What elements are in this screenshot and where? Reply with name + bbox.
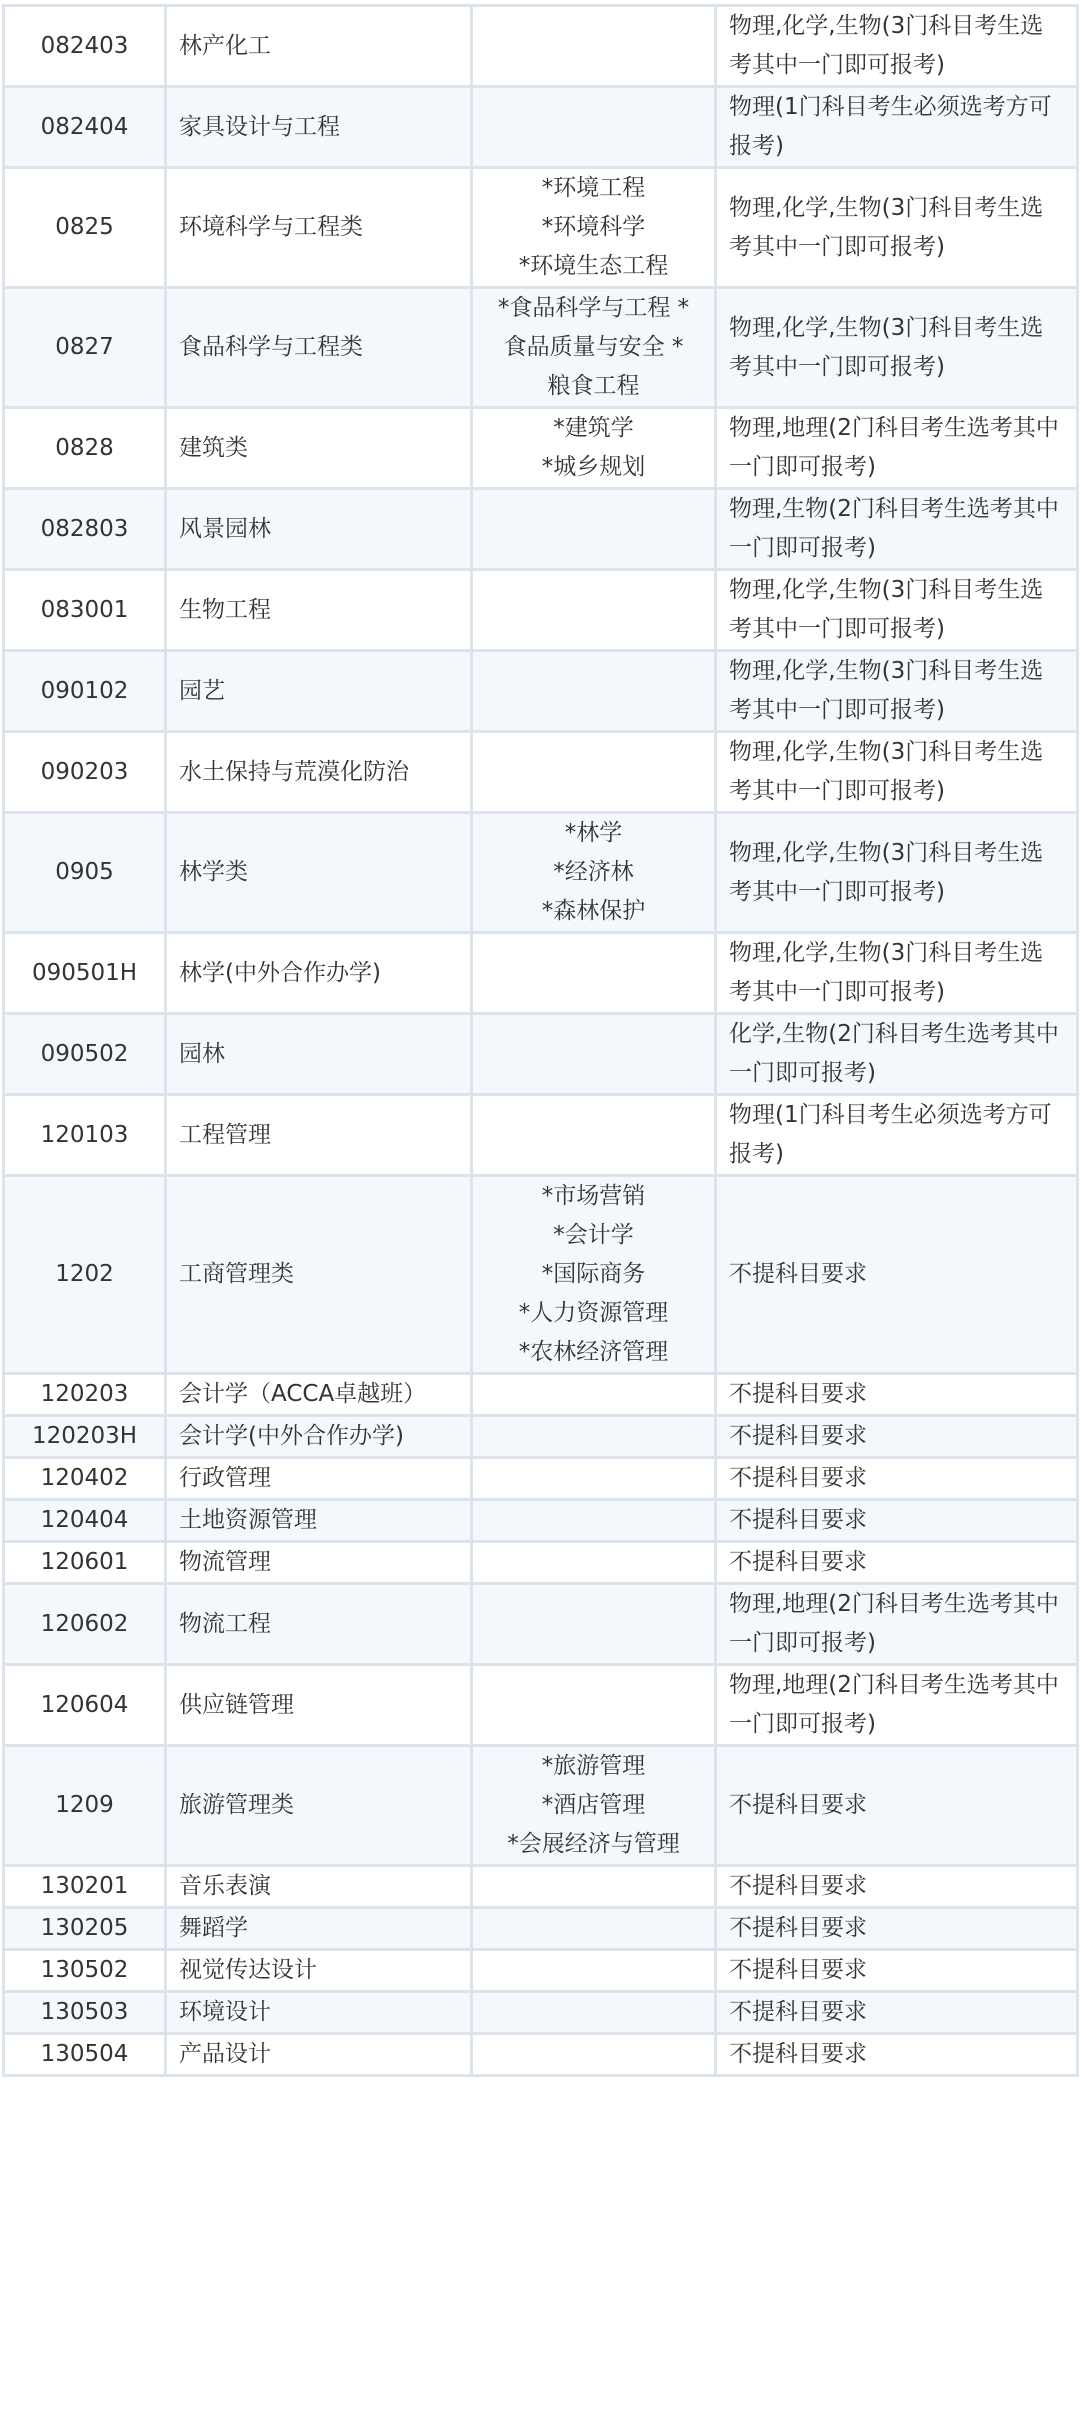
subject-requirement-cell: 物理(1门科目考生必须选考方可报考): [716, 1095, 1078, 1176]
major-name-cell: 物流管理: [166, 1542, 472, 1584]
major-code-cell: 120402: [4, 1458, 166, 1500]
major-directions-cell: [472, 489, 716, 570]
table-row: [4, 1416, 1078, 1458]
major-name-cell: 园林: [166, 1014, 472, 1095]
major-name-cell: 物流工程: [166, 1584, 472, 1665]
major-code-cell: 130201: [4, 1866, 166, 1908]
table-row: [4, 570, 1078, 651]
major-code-cell: 090203: [4, 732, 166, 813]
major-directions-cell: [472, 813, 716, 933]
table-row: [4, 288, 1078, 408]
direction-item: 食品质量与安全 *: [503, 334, 684, 360]
major-name-cell: 风景园林: [166, 489, 472, 570]
major-code-cell: 120203H: [4, 1416, 166, 1458]
major-directions-cell: [472, 1950, 716, 1992]
major-directions-cell: [472, 570, 716, 651]
table-row: [4, 1908, 1078, 1950]
major-name-cell: 产品设计: [166, 2034, 472, 2076]
major-name-cell: 环境设计: [166, 1992, 472, 2034]
major-code-cell: 120203: [4, 1374, 166, 1416]
subject-requirement-cell: 物理,化学,生物(3门科目考生选考其中一门即可报考): [716, 288, 1078, 408]
direction-item: *经济林: [553, 859, 634, 885]
major-name-cell: 园艺: [166, 651, 472, 732]
major-code-cell: 130502: [4, 1950, 166, 1992]
subject-requirement-cell: 化学,生物(2门科目考生选考其中一门即可报考): [716, 1014, 1078, 1095]
major-directions-cell: [472, 2034, 716, 2076]
major-code-cell: 082803: [4, 489, 166, 570]
major-name-cell: 家具设计与工程: [166, 87, 472, 168]
direction-item: *会计学: [553, 1222, 634, 1248]
subject-requirement-cell: 物理,化学,生物(3门科目考生选考其中一门即可报考): [716, 6, 1078, 87]
subject-requirement-cell: 物理,地理(2门科目考生选考其中一门即可报考): [716, 408, 1078, 489]
table-row: [4, 1665, 1078, 1746]
subject-requirement-cell: 物理,化学,生物(3门科目考生选考其中一门即可报考): [716, 651, 1078, 732]
major-requirements-table: [2, 4, 1079, 2077]
subject-requirement-cell: 不提科目要求: [716, 1458, 1078, 1500]
subject-requirement-cell: 物理(1门科目考生必须选考方可报考): [716, 87, 1078, 168]
direction-item: *建筑学: [553, 415, 634, 441]
subject-requirement-cell: 物理,生物(2门科目考生选考其中一门即可报考): [716, 489, 1078, 570]
major-code-cell: 090102: [4, 651, 166, 732]
table-row: [4, 168, 1078, 288]
major-code-cell: 090501H: [4, 933, 166, 1014]
major-name-cell: 音乐表演: [166, 1866, 472, 1908]
subject-requirement-cell: 不提科目要求: [716, 1908, 1078, 1950]
major-name-cell: 建筑类: [166, 408, 472, 489]
major-code-cell: 120103: [4, 1095, 166, 1176]
subject-requirement-cell: 不提科目要求: [716, 1176, 1078, 1374]
direction-item: *食品科学与工程 *: [497, 295, 690, 321]
subject-requirement-cell: 不提科目要求: [716, 1746, 1078, 1866]
major-code-cell: 120601: [4, 1542, 166, 1584]
major-code-cell: 1202: [4, 1176, 166, 1374]
major-directions-cell: [472, 408, 716, 489]
table-row: [4, 1500, 1078, 1542]
direction-item: *森林保护: [541, 898, 646, 924]
subject-requirement-cell: 物理,地理(2门科目考生选考其中一门即可报考): [716, 1584, 1078, 1665]
major-name-cell: 林学类: [166, 813, 472, 933]
subject-requirement-cell: 不提科目要求: [716, 1374, 1078, 1416]
table-row: [4, 732, 1078, 813]
subject-requirement-cell: 不提科目要求: [716, 1500, 1078, 1542]
major-name-cell: 舞蹈学: [166, 1908, 472, 1950]
major-directions-cell: [472, 168, 716, 288]
major-directions-cell: [472, 1866, 716, 1908]
major-directions-cell: [472, 1176, 716, 1374]
table-row: [4, 2034, 1078, 2076]
subject-requirement-cell: 物理,化学,生物(3门科目考生选考其中一门即可报考): [716, 168, 1078, 288]
major-directions-cell: [472, 1665, 716, 1746]
table-row: [4, 1950, 1078, 1992]
major-code-cell: 090502: [4, 1014, 166, 1095]
table-row: [4, 1746, 1078, 1866]
table-row: [4, 1374, 1078, 1416]
major-directions-cell: [472, 732, 716, 813]
major-directions-cell: [472, 1584, 716, 1665]
direction-item: *国际商务: [541, 1261, 646, 1287]
major-name-cell: 供应链管理: [166, 1665, 472, 1746]
subject-requirement-cell: 不提科目要求: [716, 1950, 1078, 1992]
major-directions-cell: [472, 1908, 716, 1950]
major-code-cell: 082403: [4, 6, 166, 87]
table-row: [4, 1542, 1078, 1584]
major-code-cell: 0825: [4, 168, 166, 288]
direction-item: *市场营销: [541, 1183, 646, 1209]
major-name-cell: 工商管理类: [166, 1176, 472, 1374]
subject-requirement-cell: 物理,化学,生物(3门科目考生选考其中一门即可报考): [716, 732, 1078, 813]
major-code-cell: 130503: [4, 1992, 166, 2034]
major-code-cell: 130205: [4, 1908, 166, 1950]
major-name-cell: 环境科学与工程类: [166, 168, 472, 288]
major-directions-cell: [472, 651, 716, 732]
major-directions-cell: [472, 1374, 716, 1416]
major-code-cell: 120604: [4, 1665, 166, 1746]
subject-requirement-cell: 物理,化学,生物(3门科目考生选考其中一门即可报考): [716, 570, 1078, 651]
table-body: [4, 6, 1078, 2076]
table-row: [4, 1584, 1078, 1665]
table-row: [4, 6, 1078, 87]
direction-item: *林学: [564, 820, 623, 846]
major-directions-cell: [472, 1992, 716, 2034]
direction-item: *旅游管理: [541, 1753, 646, 1779]
major-directions-cell: [472, 1458, 716, 1500]
table-row: [4, 1095, 1078, 1176]
direction-item: *酒店管理: [541, 1792, 646, 1818]
table-row: [4, 1176, 1078, 1374]
table-row: [4, 1992, 1078, 2034]
subject-requirement-cell: 物理,化学,生物(3门科目考生选考其中一门即可报考): [716, 933, 1078, 1014]
major-name-cell: 水土保持与荒漠化防治: [166, 732, 472, 813]
major-code-cell: 0828: [4, 408, 166, 489]
major-name-cell: 会计学(中外合作办学): [166, 1416, 472, 1458]
table-row: [4, 1014, 1078, 1095]
subject-requirement-cell: 物理,化学,生物(3门科目考生选考其中一门即可报考): [716, 813, 1078, 933]
major-name-cell: 行政管理: [166, 1458, 472, 1500]
major-directions-cell: [472, 6, 716, 87]
table-row: [4, 408, 1078, 489]
major-directions-cell: [472, 87, 716, 168]
table-row: [4, 489, 1078, 570]
major-directions-cell: [472, 288, 716, 408]
major-name-cell: 旅游管理类: [166, 1746, 472, 1866]
direction-item: *环境生态工程: [518, 253, 669, 279]
major-name-cell: 会计学（ACCA卓越班）: [166, 1374, 472, 1416]
major-code-cell: 083001: [4, 570, 166, 651]
major-directions-cell: [472, 1095, 716, 1176]
table-row: [4, 813, 1078, 933]
major-directions-cell: [472, 1746, 716, 1866]
subject-requirement-cell: 不提科目要求: [716, 1866, 1078, 1908]
table-row: [4, 1866, 1078, 1908]
table-row: [4, 87, 1078, 168]
major-code-cell: 082404: [4, 87, 166, 168]
major-directions-cell: [472, 1014, 716, 1095]
major-name-cell: 食品科学与工程类: [166, 288, 472, 408]
subject-requirement-cell: 不提科目要求: [716, 1542, 1078, 1584]
direction-item: *会展经济与管理: [507, 1831, 680, 1857]
table-row: [4, 1458, 1078, 1500]
major-name-cell: 视觉传达设计: [166, 1950, 472, 1992]
major-directions-cell: [472, 1416, 716, 1458]
direction-item: *环境科学: [541, 214, 646, 240]
major-name-cell: 生物工程: [166, 570, 472, 651]
major-code-cell: 0827: [4, 288, 166, 408]
subject-requirement-cell: 不提科目要求: [716, 1992, 1078, 2034]
table-row: [4, 651, 1078, 732]
direction-item: *城乡规划: [541, 454, 646, 480]
major-directions-cell: [472, 1542, 716, 1584]
major-code-cell: 130504: [4, 2034, 166, 2076]
major-name-cell: 林产化工: [166, 6, 472, 87]
major-name-cell: 工程管理: [166, 1095, 472, 1176]
major-code-cell: 120602: [4, 1584, 166, 1665]
major-code-cell: 0905: [4, 813, 166, 933]
subject-requirement-cell: 不提科目要求: [716, 1416, 1078, 1458]
major-code-cell: 1209: [4, 1746, 166, 1866]
direction-item: *环境工程: [541, 175, 646, 201]
direction-item: *农林经济管理: [518, 1339, 669, 1365]
direction-item: *人力资源管理: [518, 1300, 669, 1326]
major-directions-cell: [472, 933, 716, 1014]
major-name-cell: 土地资源管理: [166, 1500, 472, 1542]
direction-item: 粮食工程: [547, 373, 640, 399]
major-name-cell: 林学(中外合作办学): [166, 933, 472, 1014]
major-directions-cell: [472, 1500, 716, 1542]
table-row: [4, 933, 1078, 1014]
major-code-cell: 120404: [4, 1500, 166, 1542]
subject-requirement-cell: 物理,地理(2门科目考生选考其中一门即可报考): [716, 1665, 1078, 1746]
subject-requirement-cell: 不提科目要求: [716, 2034, 1078, 2076]
